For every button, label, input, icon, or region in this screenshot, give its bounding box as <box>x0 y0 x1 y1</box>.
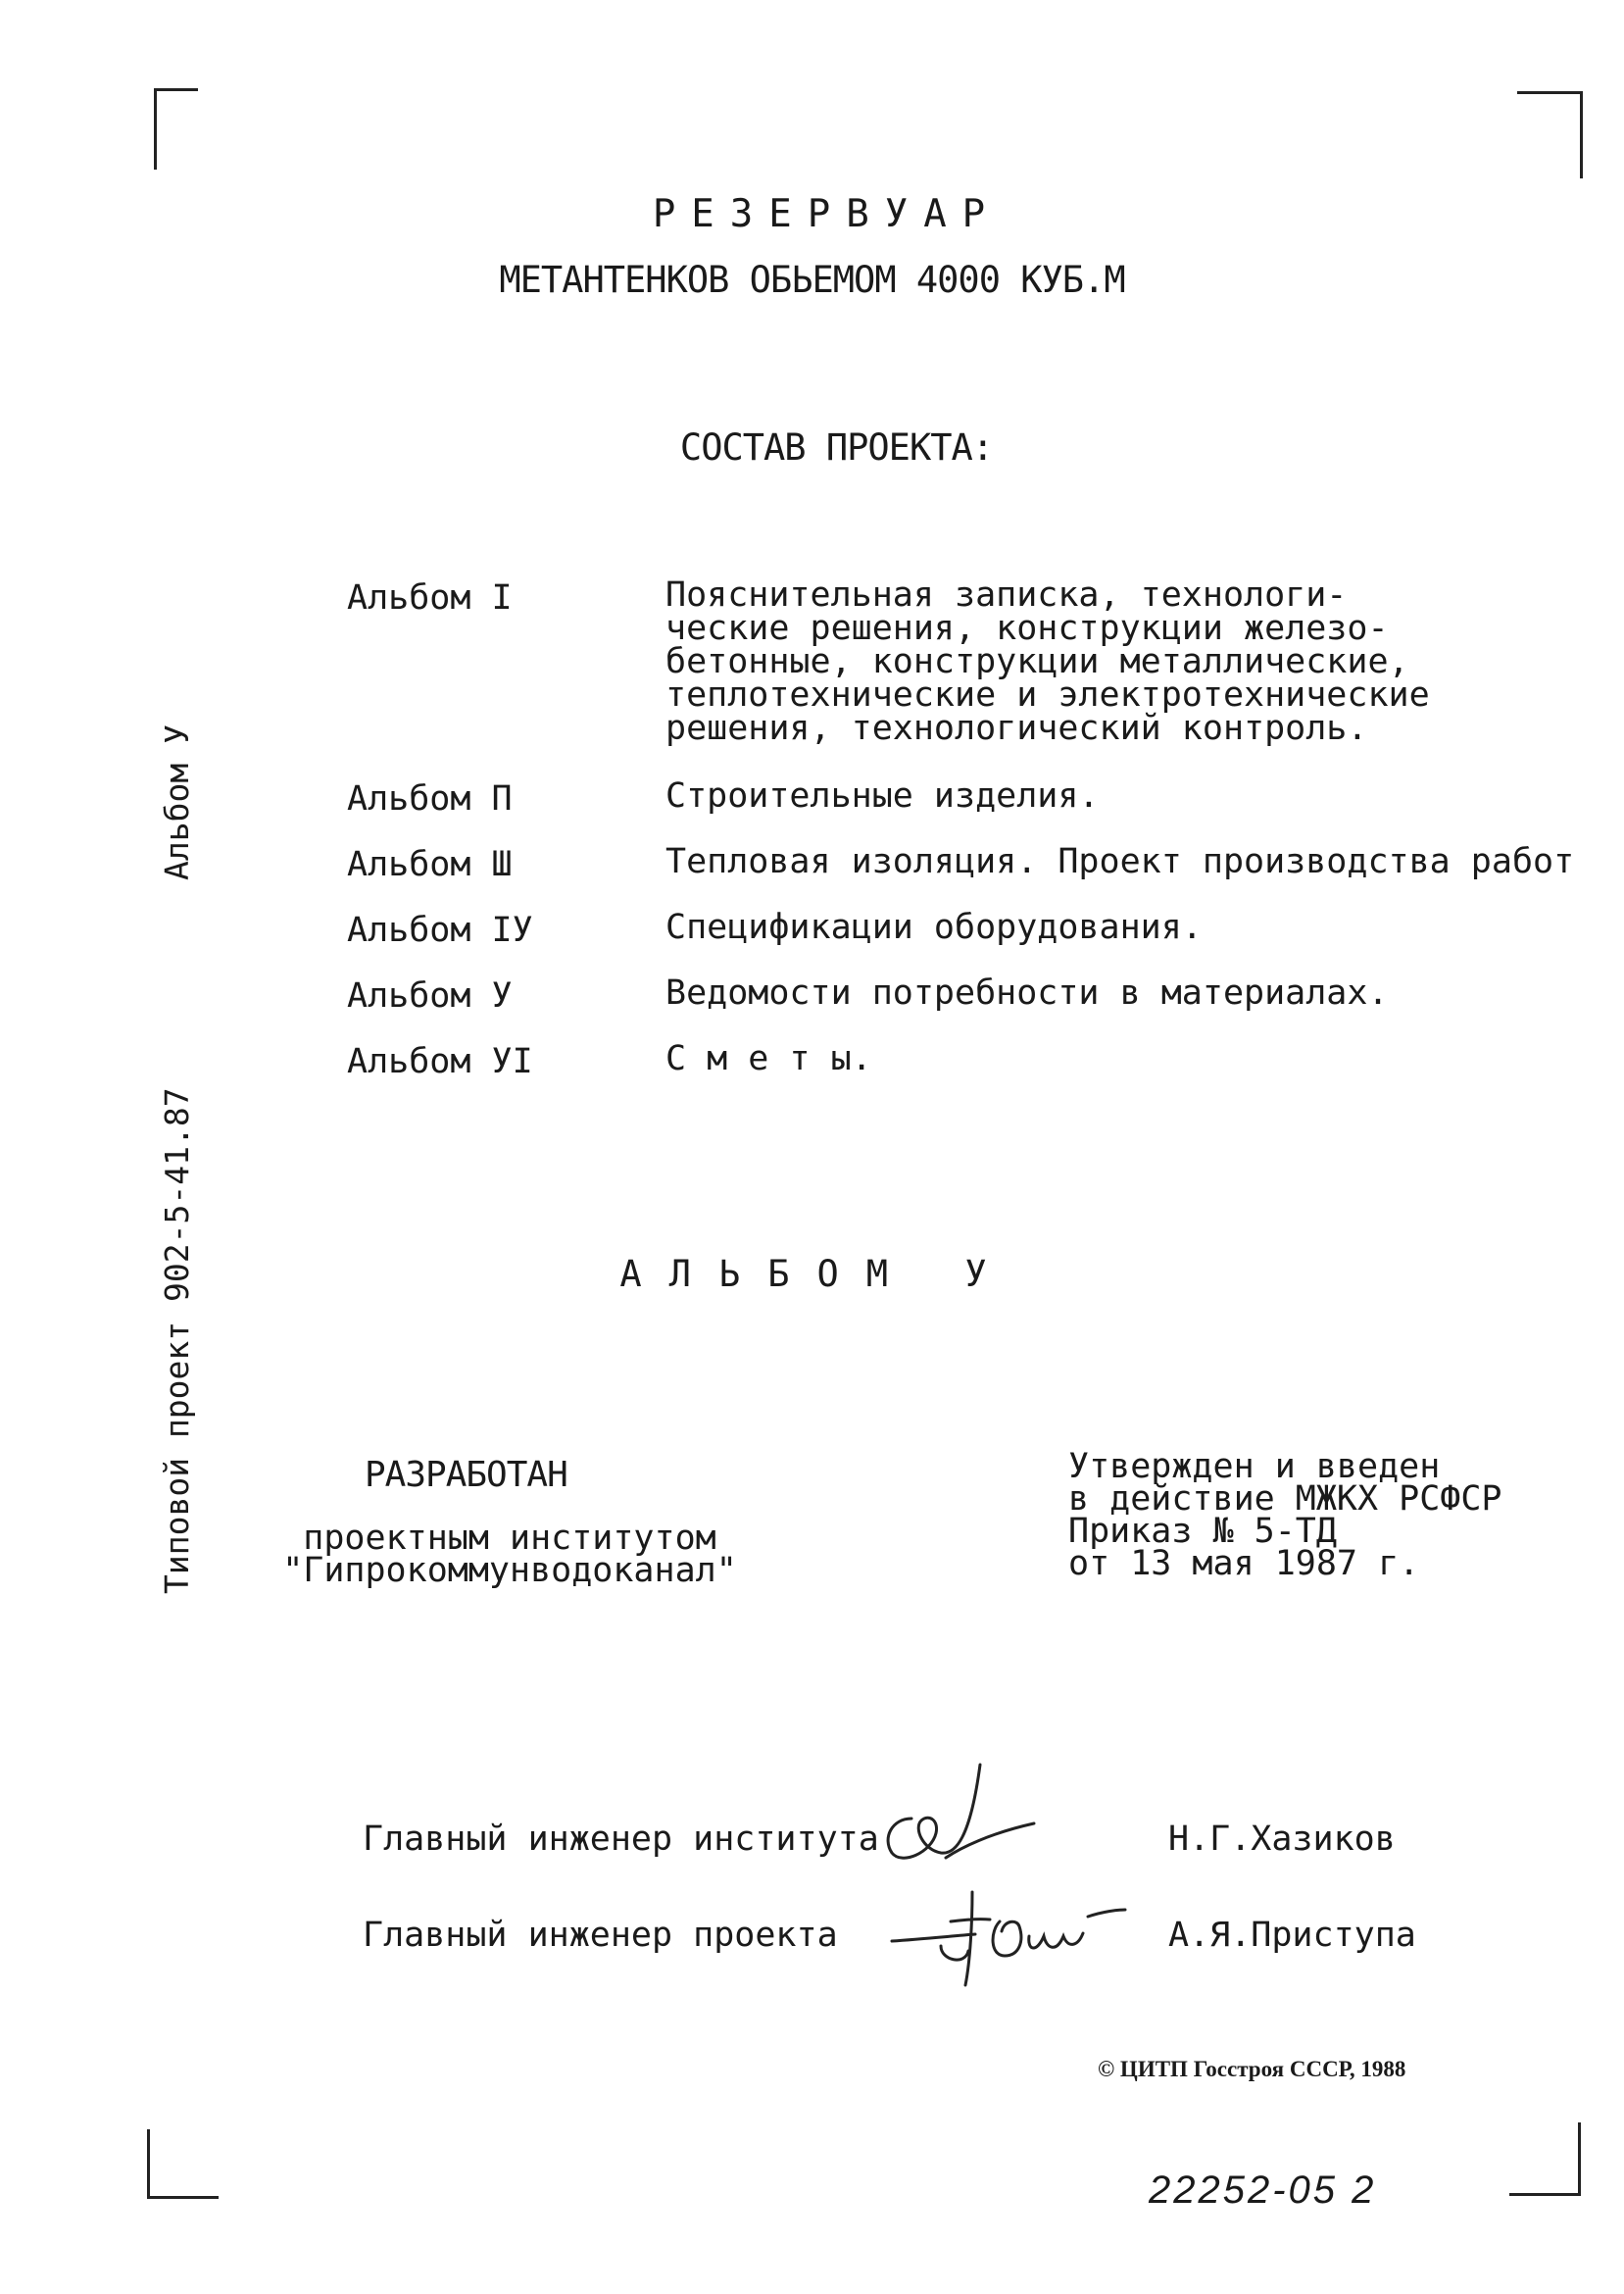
corner-mark-top-right <box>1517 91 1583 178</box>
handwritten-registration-number: 22252-05 2 <box>1149 2169 1377 2212</box>
signature-name: А.Я.Приступа <box>1168 1916 1416 1955</box>
approval-line: Приказ № 5-ТД <box>1068 1512 1337 1551</box>
album-label: Альбом IУ <box>347 911 533 950</box>
document-title: РЕЗЕРВУАР <box>652 192 1002 236</box>
album-description-line: бетонные, конструкции металлические, <box>665 642 1409 681</box>
corner-mark-bottom-right <box>1509 2122 1581 2196</box>
developer-line: "Гипрокоммунводоканал" <box>282 1551 737 1590</box>
album-description-line: решения, технологический контроль. <box>665 709 1368 748</box>
album-description-line: ческие решения, конструкции железо- <box>665 609 1389 648</box>
approval-line: в действие МЖКХ РСФСР <box>1068 1479 1502 1519</box>
signature-name: Н.Г.Хазиков <box>1168 1820 1396 1859</box>
developer-institute <box>265 1519 755 1590</box>
album-label: Альбом УI <box>347 1042 533 1081</box>
album-label: Альбом Ш <box>347 845 513 884</box>
album-description <box>665 575 1430 748</box>
corner-mark-bottom-left <box>147 2129 219 2199</box>
album-description: Тепловая изоляция. Проект производства работ <box>665 842 1575 881</box>
document-subtitle: МЕТАНТЕНКОВ ОБЬЕМОМ 4000 КУБ.М <box>499 259 1125 301</box>
side-album-label: Альбом У <box>158 724 196 880</box>
album-label: Альбом У <box>347 976 513 1016</box>
approval-line: Утвержден и введен <box>1068 1447 1441 1486</box>
developer-line: проектным институтом <box>303 1519 716 1558</box>
signature-role: Главный инженер института <box>363 1820 879 1859</box>
album-description: Ведомости потребности в материалах. <box>665 973 1389 1013</box>
composition-heading: СОСТАВ ПРОЕКТА: <box>679 426 994 469</box>
album-description-line: Пояснительная записка, технологи- <box>665 575 1348 615</box>
developed-title: РАЗРАБОТАН <box>365 1455 567 1495</box>
album-description-line: теплотехнические и электротехнические <box>665 675 1430 715</box>
corner-mark-top-left <box>154 88 198 170</box>
approval-line: от 13 мая 1987 г. <box>1068 1544 1420 1583</box>
signature-role: Главный инженер проекта <box>363 1916 838 1955</box>
signature-chief-engineer-project <box>882 1863 1127 1990</box>
side-project-number: Типовой проект 902-5-41.87 <box>158 1087 196 1594</box>
approval-block <box>1068 1447 1502 1583</box>
album-description: С м е т ы. <box>665 1039 872 1078</box>
copyright-notice: © ЦИТП Госстроя СССР, 1988 <box>1098 2057 1406 2081</box>
album-label: Альбом П <box>347 779 513 819</box>
album-heading: АЛЬБОМ У <box>619 1253 1014 1295</box>
signature-chief-engineer-institute <box>862 1760 1058 1877</box>
album-description: Строительные изделия. <box>665 776 1100 816</box>
album-description: Спецификации оборудования. <box>665 908 1203 947</box>
album-label: Альбом I <box>347 578 513 618</box>
